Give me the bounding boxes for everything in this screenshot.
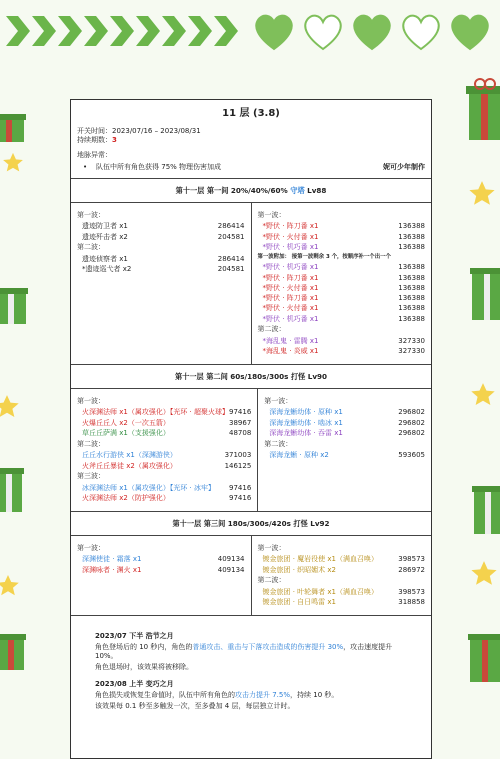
enemy-row [258, 566, 426, 575]
enemy-label: 火斧丘丘暴徒 x2 [82, 461, 135, 470]
chambers [71, 179, 431, 616]
open-time: 开关时间：2023/07/16 – 2023/08/31 [77, 126, 201, 135]
wave-note: 第一波附加： 接第一波剩余 3 个，按顺序补一个出一个 [257, 253, 391, 260]
enemy-hp: 204581 [217, 265, 245, 274]
chamber-half-left [71, 203, 252, 364]
chamber-title [71, 179, 431, 203]
enemy-row [77, 484, 251, 493]
enemy-name [263, 263, 319, 272]
enemy-label: *海乱鬼 · 炎威 x1 [262, 347, 319, 356]
note-text: ，持续 10 秒。 [290, 691, 339, 700]
enemy-row [258, 222, 426, 231]
enemy-modifier: （满血召唤） [336, 588, 378, 596]
floor-header [71, 100, 431, 179]
enemy-name [82, 451, 177, 460]
enemy-hp: 136388 [398, 232, 425, 241]
enemy-row [258, 263, 426, 272]
enemy-name [263, 337, 319, 346]
star-icon [0, 394, 20, 420]
enemy-label: 镀金旅团 · 自日鸣雷 x1 [262, 598, 336, 607]
chamber-section [71, 179, 431, 365]
note-heading: 2023/07 下半 浩节之月 [95, 631, 174, 640]
chamber-title-main: 第十一层 第一间 20%/40%/60% [175, 185, 291, 195]
enemy-hp: 136388 [398, 304, 425, 313]
chamber-half-right [252, 536, 432, 615]
star-icon [468, 180, 496, 208]
enemy-name [263, 598, 337, 607]
enemy-name [82, 265, 131, 274]
enemy-label: *野伏 · 火付番 x1 [262, 232, 319, 241]
enemy-hp: 286414 [217, 222, 245, 231]
chamber-title-level: 打怪 Lv92 [293, 518, 330, 528]
wave-label: 第一波： [257, 210, 286, 219]
enemy-row [258, 243, 426, 252]
enemy-modifier: （防护强化） [127, 494, 170, 503]
heart-icon [301, 12, 345, 52]
enemy-name [82, 408, 229, 417]
note-text: ，攻击速度提升 10%。 [95, 643, 393, 660]
heart-icon [350, 12, 394, 52]
note-text: 角色退场时，该效果将被移除。 [95, 662, 193, 671]
chamber-title-level: 打怪 Lv90 [290, 371, 328, 381]
gift-icon [472, 480, 500, 536]
enemy-name [263, 304, 319, 313]
enemy-label: 镀金旅团 · 织昭媚术 x2 [262, 565, 336, 574]
gift-icon [470, 262, 500, 322]
chamber-halves [71, 389, 431, 511]
enemy-hp: 136388 [398, 283, 425, 292]
gift-icon [0, 462, 24, 514]
chamber-section [71, 512, 431, 616]
enemy-name [263, 555, 379, 564]
enemy-name [269, 419, 343, 428]
enemy-label: 深海龙蜥幼体 · 原种 x1 [269, 408, 343, 417]
chamber-half-right [252, 203, 432, 364]
enemy-row [77, 451, 251, 460]
enemy-modifier: （支援强化） [127, 428, 170, 437]
enemy-row [264, 429, 425, 438]
chamber-half-right [258, 389, 431, 511]
enemy-name [263, 588, 379, 597]
enemy-row [258, 274, 426, 283]
page-title: 11 层 (3.8) [222, 108, 280, 119]
enemy-row [258, 337, 426, 346]
enemy-hp: 327330 [398, 347, 425, 356]
enemy-hp: 38967 [229, 418, 252, 427]
enemy-row [258, 598, 426, 607]
note-highlight: 攻击力提升 7.5% [235, 691, 291, 700]
enemy-label: 深渊使徒 · 霜落 x1 [82, 555, 142, 564]
enemy-name [82, 255, 128, 264]
note-text: 角色登场后的 10 秒内，角色的 [95, 643, 193, 652]
enemy-modifier: （深渊游侠） [134, 451, 177, 460]
enemy-row [264, 419, 425, 428]
wave-label: 第二波： [264, 439, 293, 448]
credit: 妮可少年制作 [383, 162, 425, 171]
enemy-name [269, 451, 329, 460]
heart-icon [252, 12, 296, 52]
note-paragraph [95, 663, 407, 672]
enemy-label: 镀金旅团 · 叶轮舞者 x1 [262, 588, 336, 596]
enemy-label: 火深渊法师 x2 [82, 494, 128, 503]
enemy-hp: 204581 [217, 232, 245, 241]
enemy-hp: 286972 [398, 565, 425, 574]
wave-label: 第一波： [257, 543, 286, 552]
wave-label: 第一波： [77, 210, 105, 219]
enemy-hp: 97416 [229, 494, 252, 503]
enemy-name [82, 233, 128, 242]
enemy-label: 火爆丘丘人 x2 [82, 418, 128, 427]
enemy-name [269, 408, 343, 417]
enemy-name [82, 566, 142, 575]
ley-line-effect: • 队伍中所有角色获得 75% 物理伤害加成 妮可少年制作 [83, 162, 425, 171]
chamber-halves [71, 536, 431, 615]
enemy-modifier: （属攻强化）【光环 · 冰牢】 [127, 484, 216, 492]
enemy-hp: 398573 [398, 555, 425, 564]
enemy-hp: 371003 [224, 451, 252, 460]
enemy-label: *野伏 · 阵刀番 x1 [262, 222, 319, 231]
enemy-modifier: （满血召唤） [336, 555, 378, 564]
enemy-name [263, 284, 319, 293]
gift-icon [466, 78, 500, 142]
wave-label: 第一波： [77, 396, 105, 405]
enemy-label: *野伏 · 火付番 x1 [262, 304, 319, 313]
enemy-row [258, 294, 426, 303]
enemy-hp: 136388 [398, 242, 425, 251]
decorative-header [0, 0, 500, 75]
enemy-label: 镀金旅团 · 魔岩役使 x1 [262, 555, 336, 564]
enemy-label: *遗迹巡弋者 x2 [82, 265, 132, 274]
wave-label: 第三波： [77, 472, 105, 481]
enemy-name [82, 494, 170, 503]
enemy-hp: 296802 [398, 418, 425, 427]
enemy-label: 丘丘水行游侠 x1 [82, 451, 135, 460]
chevron-icon [30, 16, 56, 46]
enemy-label: 深渊咏者 · 渊火 x1 [82, 565, 142, 574]
enemy-hp: 136388 [398, 222, 425, 231]
enemy-name [263, 294, 319, 303]
chamber-half-left [71, 389, 258, 511]
enemy-hp: 136388 [398, 294, 425, 302]
wave-label: 第二波： [257, 576, 286, 585]
wave-label: 第二波： [77, 243, 105, 252]
enemy-label: *野伏 · 阵刀番 x1 [262, 294, 319, 302]
enemy-label: *海乱鬼 · 雷腾 x1 [262, 337, 319, 345]
enemy-name [263, 243, 319, 252]
note-paragraph [95, 691, 407, 700]
wave-label: 第二波： [257, 325, 286, 334]
gift-icon [0, 628, 26, 672]
enemy-name [263, 233, 319, 242]
enemy-label: *野伏 · 机巧番 x1 [262, 263, 319, 272]
enemy-name [263, 274, 319, 283]
abyss-floor-document [70, 99, 432, 759]
enemy-hp: 318858 [398, 598, 425, 607]
enemy-hp: 136388 [398, 314, 425, 323]
chevron-border [4, 16, 238, 46]
enemy-hp: 97416 [229, 408, 252, 417]
enemy-label: 遗迹侦察者 x1 [82, 255, 128, 263]
enemy-row [264, 408, 425, 417]
enemy-hp: 146125 [224, 461, 252, 470]
enemy-name [263, 315, 319, 324]
enemy-row [77, 408, 251, 417]
enemy-row [258, 284, 426, 293]
star-icon [0, 574, 20, 598]
enemy-hp: 327330 [398, 337, 425, 345]
moon-blessing-notes [71, 616, 431, 719]
enemy-modifier: （属攻强化）【光环 · 超聚火球】 [127, 408, 230, 417]
enemy-row [258, 315, 426, 324]
enemy-row [258, 347, 426, 356]
heart-icon [448, 12, 492, 52]
enemy-row [77, 222, 245, 231]
enemy-hp: 296802 [398, 408, 425, 417]
enemy-label: 深海龙蜥幼体 · 啮冰 x1 [269, 418, 343, 427]
enemy-row [77, 419, 251, 428]
chamber-title-main: 第十一层 第二间 60s/180s/300s [174, 371, 291, 381]
note-highlight: 普通攻击、重击与下落攻击造成的伤害提升 30% [192, 643, 344, 652]
chevron-icon [108, 16, 134, 46]
enemy-modifier: （一次五箭） [127, 418, 170, 427]
chamber-half-left [71, 536, 252, 615]
wave-label: 第二波： [77, 439, 105, 448]
enemy-row [264, 451, 425, 460]
enemy-row [77, 429, 251, 438]
enemy-row [77, 255, 245, 264]
note-paragraph [95, 643, 407, 661]
chamber-title [71, 512, 431, 536]
enemy-hp: 296802 [398, 428, 425, 437]
chamber-title [71, 365, 431, 389]
heart-icon [399, 12, 443, 52]
enemy-row [258, 588, 426, 597]
enemy-hp: 398573 [398, 588, 425, 596]
gift-icon [0, 282, 28, 326]
enemy-label: *野伏 · 火付番 x1 [262, 283, 319, 292]
wave-label: 第一波： [77, 543, 105, 552]
enemy-label: 深海龙蜥幼体 · 吞雷 x1 [269, 428, 343, 437]
enemy-label: 火深渊法师 x1 [82, 408, 128, 417]
enemy-hp: 593605 [398, 451, 425, 460]
enemy-label: 遗迹歼击者 x2 [82, 232, 128, 241]
chamber-title-level: Lv88 [304, 185, 327, 195]
enemy-row [77, 265, 245, 274]
star-icon [470, 382, 496, 408]
star-icon [470, 560, 498, 588]
enemy-name [263, 347, 319, 356]
enemy-row [77, 494, 251, 503]
enemy-name [82, 462, 177, 471]
enemy-hp: 136388 [398, 273, 425, 282]
enemy-label: *野伏 · 阵刀番 x1 [262, 273, 319, 282]
chevron-icon [4, 16, 30, 46]
chevron-icon [186, 16, 212, 46]
chamber-section [71, 365, 431, 512]
enemy-row [77, 555, 245, 564]
note-text: 该效果每 0.1 秒至多触发一次，至多叠加 4 层，每层独立计时。 [95, 702, 295, 710]
enemy-name [82, 222, 128, 231]
enemy-label: 深海龙蜥 · 原种 x2 [269, 451, 329, 460]
enemy-label: *野伏 · 机巧番 x1 [262, 242, 319, 251]
enemy-row [258, 304, 426, 313]
enemy-hp: 97416 [229, 484, 252, 492]
enemy-hp: 409134 [217, 555, 245, 564]
enemy-modifier: （属攻强化） [134, 461, 177, 470]
gift-icon [468, 628, 500, 684]
chamber-title-mode: 守塔 [290, 185, 305, 195]
enemy-row [77, 233, 245, 242]
enemy-row [258, 555, 426, 564]
chevron-icon [82, 16, 108, 46]
enemy-name [269, 429, 343, 438]
note-paragraph [95, 702, 407, 711]
duration: 持续期数：3 [77, 136, 117, 145]
enemy-hp: 286414 [217, 255, 245, 263]
chevron-icon [160, 16, 186, 46]
enemy-name [82, 484, 215, 493]
chevron-icon [212, 16, 238, 46]
gift-icon [0, 108, 26, 144]
chamber-halves [71, 203, 431, 364]
enemy-row [77, 462, 251, 471]
ley-line-label: 地脉异常： [77, 151, 112, 159]
wave-label: 第一波： [264, 396, 293, 405]
enemy-hp: 136388 [398, 263, 425, 272]
chevron-icon [134, 16, 160, 46]
note-heading: 2023/08 上半 变巧之月 [95, 679, 174, 688]
note-text: 角色损失或恢复生命值时，队伍中所有角色的 [95, 691, 235, 700]
enemy-row [77, 566, 245, 575]
enemy-row [258, 233, 426, 242]
enemy-hp: 48708 [229, 428, 252, 437]
star-icon [2, 152, 24, 174]
heart-border [252, 12, 492, 52]
enemy-label: *野伏 · 机巧番 x1 [262, 314, 319, 323]
enemy-label: 遗迹防卫者 x1 [82, 222, 128, 231]
chamber-title-main: 第十一层 第三间 180s/300s/420s [172, 518, 294, 528]
enemy-hp: 409134 [217, 565, 245, 574]
chevron-icon [56, 16, 82, 46]
enemy-label: 冰深渊法师 x1 [82, 484, 128, 492]
enemy-name [82, 429, 170, 438]
enemy-name [82, 419, 170, 428]
enemy-label: 草丘丘萨满 x1 [82, 428, 128, 437]
enemy-name [263, 222, 319, 231]
enemy-name [263, 566, 337, 575]
enemy-name [82, 555, 142, 564]
